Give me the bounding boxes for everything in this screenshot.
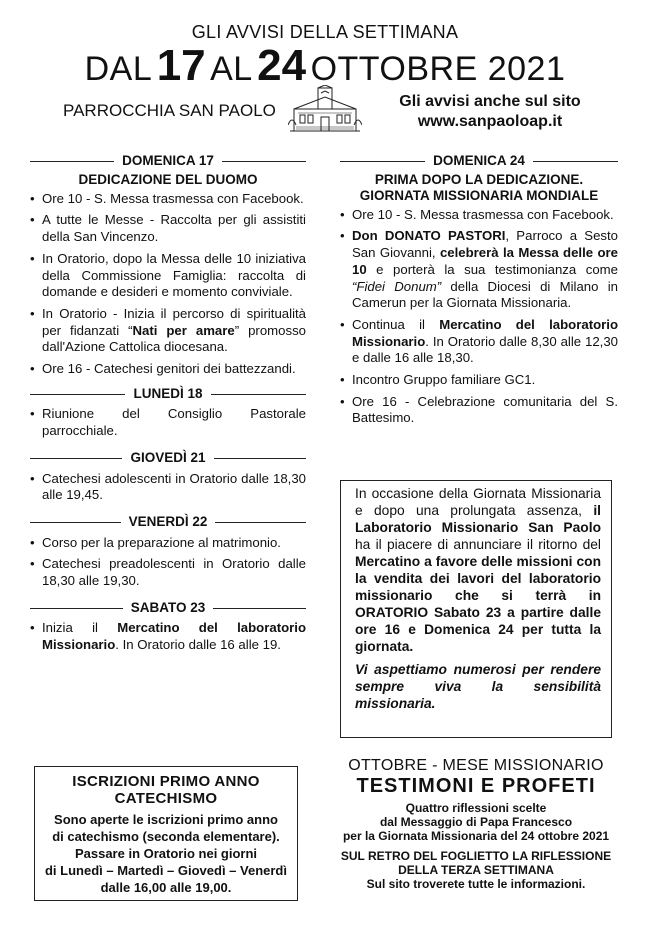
- day-header-thursday-21: GIOVEDÌ 21: [30, 450, 306, 467]
- day-header-sunday-17: DOMENICA 17: [30, 153, 306, 170]
- date-to-word: AL: [210, 50, 253, 88]
- day-header-friday-22: VENERDÌ 22: [30, 514, 306, 531]
- website-note: Gli avvisi anche sul sito: [399, 93, 581, 110]
- saturday-23-list: [30, 620, 306, 653]
- day-header-monday-18: LUNEDÌ 18: [30, 386, 306, 403]
- list-item: • Ore 10 - S. Messa trasmessa con Facebook.: [30, 191, 306, 208]
- sunday-17-subtitle: DEDICAZIONE DEL DUOMO: [78, 171, 258, 187]
- date-day-start: 17: [156, 41, 206, 90]
- missionary-month-theme: TESTIMONI E PROFETI: [356, 775, 596, 797]
- missionary-month-note: SUL RETRO DEL FOGLIETTO LA RIFLESSIONE DELLA TERZA SETTIMANA Sul sito troverete tutte le informazioni.: [340, 849, 612, 891]
- mercatino-info-box: [340, 480, 612, 738]
- date-day-end: 24: [257, 41, 307, 90]
- list-item: • Continua il Mercatino del laboratorio Missionario. In Oratorio dalle 8,30 alle 12,30 e dalle 16 alle 18,30.: [340, 317, 618, 367]
- list-item: • Ore 16 - Celebrazione comunitaria del S. Battesimo.: [340, 394, 618, 427]
- sunday-24-list: [340, 207, 618, 427]
- date-headline: [0, 41, 650, 90]
- list-item: • In Oratorio, dopo la Messa delle 10 iniziativa della Commissione Famiglia: raccolta di domande e desideri e momento conviviale.: [30, 251, 306, 301]
- date-month: OTTOBRE 2021: [310, 50, 566, 88]
- list-item: • Ore 16 - Catechesi genitori dei battezzandi.: [30, 361, 306, 378]
- right-column: [340, 147, 618, 432]
- missionary-month-heading: OTTOBRE - MESE MISSIONARIO: [348, 757, 604, 774]
- event-name-nati-per-amare: Nati per amare: [132, 322, 235, 338]
- list-item: • Incontro Gruppo familiare GC1.: [340, 372, 618, 389]
- mercatino-announcement: In occasione della Giornata Missionaria e dopo una prolungata assenza, il Laboratorio Missionario San Paolo ha il piacere di annunciare il ritorno del Mercatino a favore delle missioni con la vendita dei lavori del laboratorio missionario che si terrà in ORATORIO Sabato 23 a partire dalle ore 16 e Domenica 24 per tutta la giornata.: [355, 486, 601, 654]
- catechism-registration-box: [34, 766, 298, 901]
- day-header-sunday-24: DOMENICA 24: [340, 153, 618, 170]
- list-item: • Catechesi preadolescenti in Oratorio dalle 18,30 alle 19,30.: [30, 556, 306, 589]
- parish-name: PARROCCHIA SAN PAOLO: [63, 101, 276, 120]
- header-kicker: GLI AVVISI DELLA SETTIMANA: [191, 22, 459, 42]
- left-column: [30, 147, 306, 659]
- list-item: • A tutte le Messe - Raccolta per gli assistiti della San Vincenzo.: [30, 212, 306, 245]
- date-from-word: DAL: [84, 50, 153, 88]
- thursday-21-list: [30, 471, 306, 504]
- list-item: • Inizia il Mercatino del laboratorio Missionario. In Oratorio dalle 16 alle 19.: [30, 620, 306, 653]
- list-item: • Riunione del Consiglio Pastorale parrocchiale.: [30, 406, 306, 439]
- catechism-registration-text: Sono aperte le iscrizioni primo anno di catechismo (seconda elementare). Passare in Oratorio nei giorni di Lunedì – Martedì – Giovedì – Venerdì dalle 16,00 alle 19,00.: [44, 812, 287, 895]
- list-item: • Corso per la preparazione al matrimonio.: [30, 535, 306, 552]
- missionary-month-section: [340, 757, 612, 891]
- sunday-24-subtitle: PRIMA DOPO LA DEDICAZIONE. GIORNATA MISSIONARIA MONDIALE: [359, 171, 599, 203]
- mercatino-closing: Vi aspettiamo numerosi per rendere sempre viva la sensibilità missionaria.: [355, 662, 601, 711]
- church-icon: [288, 85, 362, 133]
- sunday-17-list: [30, 191, 306, 378]
- list-item: • Ore 10 - S. Messa trasmessa con Facebook.: [340, 207, 618, 224]
- website-url[interactable]: www.sanpaoloap.it: [417, 113, 563, 130]
- list-item: • In Oratorio - Inizia il percorso di spiritualità per fidanzati “Nati per amare” promosso dall'Azione Cattolica diocesana.: [30, 306, 306, 356]
- catechism-registration-title: ISCRIZIONI PRIMO ANNO CATECHISMO: [72, 773, 260, 807]
- missionary-month-description: Quattro riflessioni scelte dal Messaggio di Papa Francesco per la Giornata Missionaria del 24 ottobre 2021: [342, 801, 610, 843]
- monday-18-list: [30, 406, 306, 439]
- list-item: • Catechesi adolescenti in Oratorio dalle 18,30 alle 19,45.: [30, 471, 306, 504]
- friday-22-list: [30, 535, 306, 590]
- list-item: • Don DONATO PASTORI, Parroco a Sesto San Giovanni, celebrerà la Messa delle ore 10 e porterà la sua testimonianza come “Fidei Donum” della Diocesi di Milano in Camerun per la Giornata Missionaria.: [340, 228, 618, 312]
- day-header-saturday-23: SABATO 23: [30, 600, 306, 617]
